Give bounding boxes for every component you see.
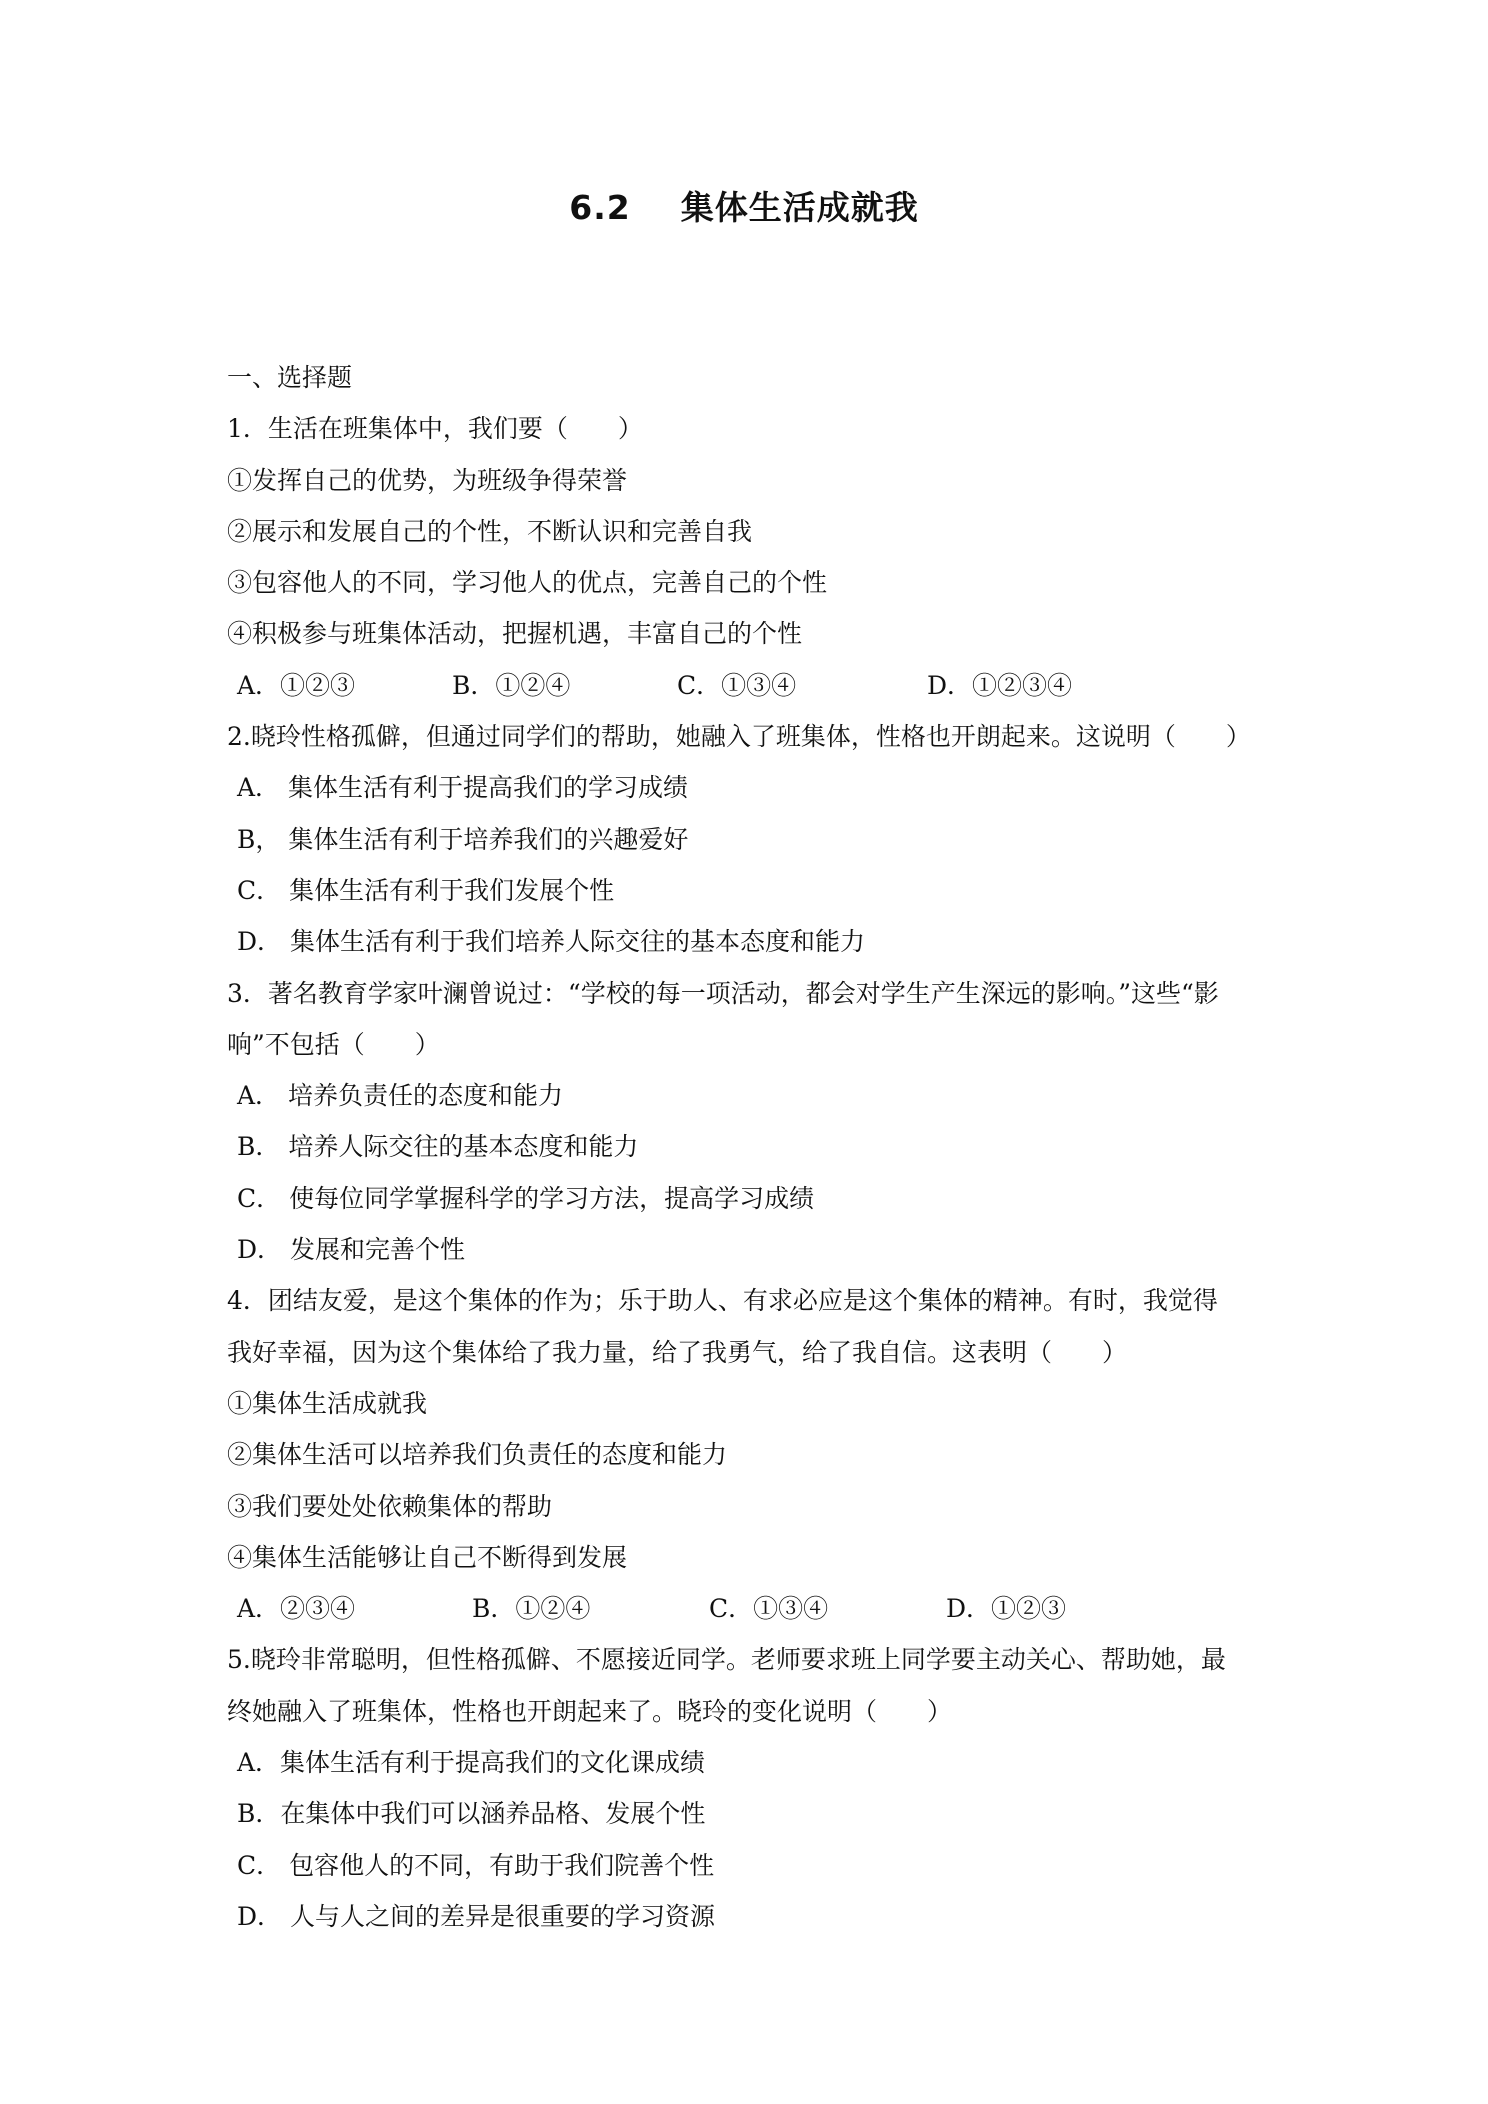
question-4-item: ①集体生活成就我 bbox=[227, 1388, 428, 1418]
question-4-item: ④集体生活能够让自己不断得到发展 bbox=[227, 1542, 628, 1572]
question-5-stem-cont: 终她融入了班集体，性格也开朗起来了。晓玲的变化说明（ ） bbox=[227, 1696, 953, 1726]
option-d: D． 发展和完善个性 bbox=[237, 1235, 465, 1265]
question-4-stem: 4．团结友爱，是这个集体的作为；乐于助人、有求必应是这个集体的精神。有时，我觉得 bbox=[227, 1286, 1218, 1316]
option-c: C．①③④ bbox=[677, 670, 797, 700]
question-4-options bbox=[227, 1583, 1287, 1634]
option-c: C． 使每位同学掌握科学的学习方法，提高学习成绩 bbox=[237, 1183, 815, 1213]
option-d: D． 人与人之间的差异是很重要的学习资源 bbox=[237, 1901, 715, 1931]
page-title: 6.2 集体生活成就我 bbox=[569, 188, 919, 227]
question-1-item: ③包容他人的不同，学习他人的优点，完善自己的个性 bbox=[227, 568, 828, 598]
option-d: D． 集体生活有利于我们培养人际交往的基本态度和能力 bbox=[237, 927, 865, 957]
question-1-options bbox=[227, 660, 1287, 711]
question-1-item: ①发挥自己的优势，为班级争得荣誉 bbox=[227, 465, 628, 495]
option-a: A．②③④ bbox=[237, 1594, 356, 1624]
question-3-stem: 3．著名教育学家叶澜曾说过：“学校的每一项活动，都会对学生产生深远的影响。”这些“影 bbox=[227, 978, 1219, 1008]
section-heading: 一、选择题 bbox=[227, 363, 353, 392]
question-3-stem-cont: 响”不包括（ ） bbox=[227, 1029, 440, 1059]
option-b: B．①②④ bbox=[472, 1594, 591, 1624]
option-d: D．①②③④ bbox=[927, 670, 1073, 700]
option-c: C． 集体生活有利于我们发展个性 bbox=[237, 875, 615, 905]
option-d: D．①②③ bbox=[946, 1594, 1067, 1624]
option-b: B．在集体中我们可以涵养品格、发展个性 bbox=[237, 1799, 706, 1829]
option-a: A． 培养负责任的态度和能力 bbox=[237, 1081, 564, 1111]
question-2-stem: 2.晓玲性格孤僻，但通过同学们的帮助，她融入了班集体，性格也开朗起来。这说明（ ） bbox=[227, 722, 1251, 752]
option-b: B， 集体生活有利于培养我们的兴趣爱好 bbox=[237, 824, 689, 854]
option-c: C．①③④ bbox=[709, 1594, 829, 1624]
question-1-item: ④积极参与班集体活动，把握机遇，丰富自己的个性 bbox=[227, 619, 803, 649]
question-4-item: ③我们要处处依赖集体的帮助 bbox=[227, 1491, 553, 1521]
question-4-stem-cont: 我好幸福，因为这个集体给了我力量，给了我勇气，给了我自信。这表明（ ） bbox=[227, 1337, 1128, 1367]
question-5-stem: 5.晓玲非常聪明，但性格孤僻、不愿接近同学。老师要求班上同学要主动关心、帮助她，最 bbox=[227, 1645, 1226, 1675]
option-b: B． 培养人际交往的基本态度和能力 bbox=[237, 1132, 639, 1162]
option-b: B．①②④ bbox=[452, 670, 571, 700]
question-4-item: ②集体生活可以培养我们负责任的态度和能力 bbox=[227, 1440, 728, 1470]
option-c: C． 包容他人的不同，有助于我们院善个性 bbox=[237, 1850, 715, 1880]
option-a: A．①②③ bbox=[237, 670, 356, 700]
question-1-item: ②展示和发展自己的个性，不断认识和完善自我 bbox=[227, 516, 753, 546]
question-1-stem: 1．生活在班集体中，我们要（ ） bbox=[227, 414, 643, 444]
option-a: A．集体生活有利于提高我们的文化课成绩 bbox=[237, 1748, 706, 1778]
question-list bbox=[227, 352, 1287, 1942]
option-a: A． 集体生活有利于提高我们的学习成绩 bbox=[237, 773, 689, 803]
